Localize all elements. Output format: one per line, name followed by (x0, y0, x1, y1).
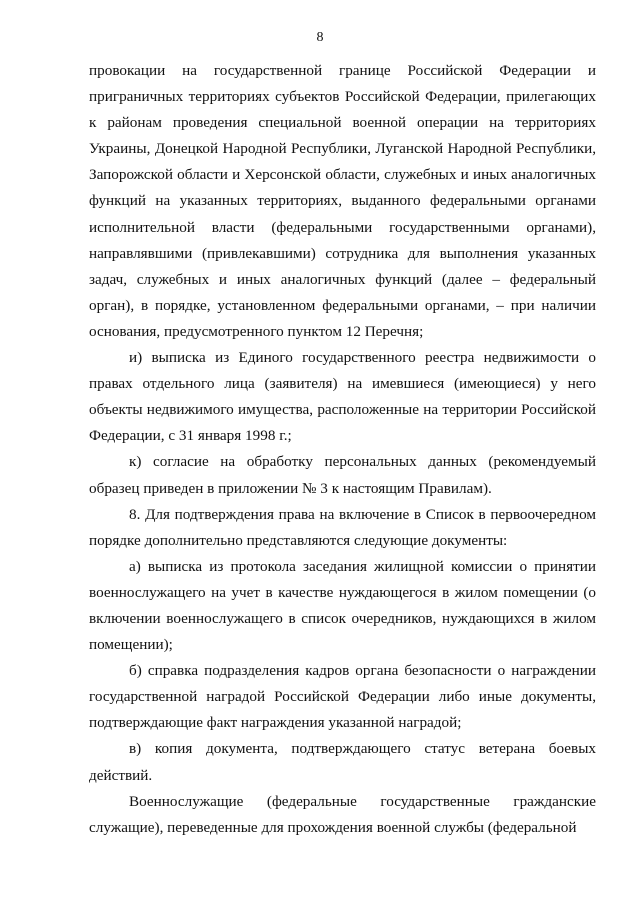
paragraph-military-servants: Военнослужащие (федеральные государственные гражданские служащие), переведенные для прохождения военной службы (федеральной (89, 792, 596, 836)
paragraph-item-a: а) выписка из протокола заседания жилищной комиссии о принятии военнослужащего на учет в качестве нуждающегося в жилом помещении (о включении военнослужащего в список очередников, нуждающихся в жилом помещении); (89, 557, 596, 654)
paragraph-item-k: к) согласие на обработку персональных данных (рекомендуемый образец приведен в приложении № 3 к настоящим Правилам). (89, 453, 596, 497)
paragraph-continuation: провокации на государственной границе Российской Федерации и приграничных территориях субъектов Российской Федерации, прилегающих к районам проведения специальной военной операции на территориях Украины, Донецкой Народной Республики, Луганской Народной Республики, Запорожской области и Херсонской области, служебных и иных аналогичных функций на указанных территориях, выданного федеральными органами исполнительной власти (федеральными государственными органами), направлявшими (привлекавшими) сотрудника для выполнения указанных задач, служебных и иных аналогичных функций (далее – федеральный орган), в порядке, установленном федеральными органами, – при наличии основания, предусмотренного пунктом 12 Перечня; (89, 62, 596, 340)
paragraph-item-i: и) выписка из Единого государственного реестра недвижимости о правах отдельного лица (заявителя) на имевшиеся (имеющиеся) у него объекты недвижимого имущества, расположенные на территории Российской Федерации, с 31 января 1998 г.; (89, 349, 596, 445)
paragraph-item-v: в) копия документа, подтверждающего статус ветерана боевых действий. (89, 740, 596, 784)
paragraph-section-8: 8. Для подтверждения права на включение в Список в первоочередном порядке дополнительно представляются следующие документы: (89, 505, 596, 549)
page-number: 8 (316, 30, 324, 45)
document-body (89, 58, 596, 841)
paragraph-item-b: б) справка подразделения кадров органа безопасности о награждении государственной наградой Российской Федерации либо иные документы, подтверждающие факт награждения указанной наградой; (89, 662, 596, 732)
